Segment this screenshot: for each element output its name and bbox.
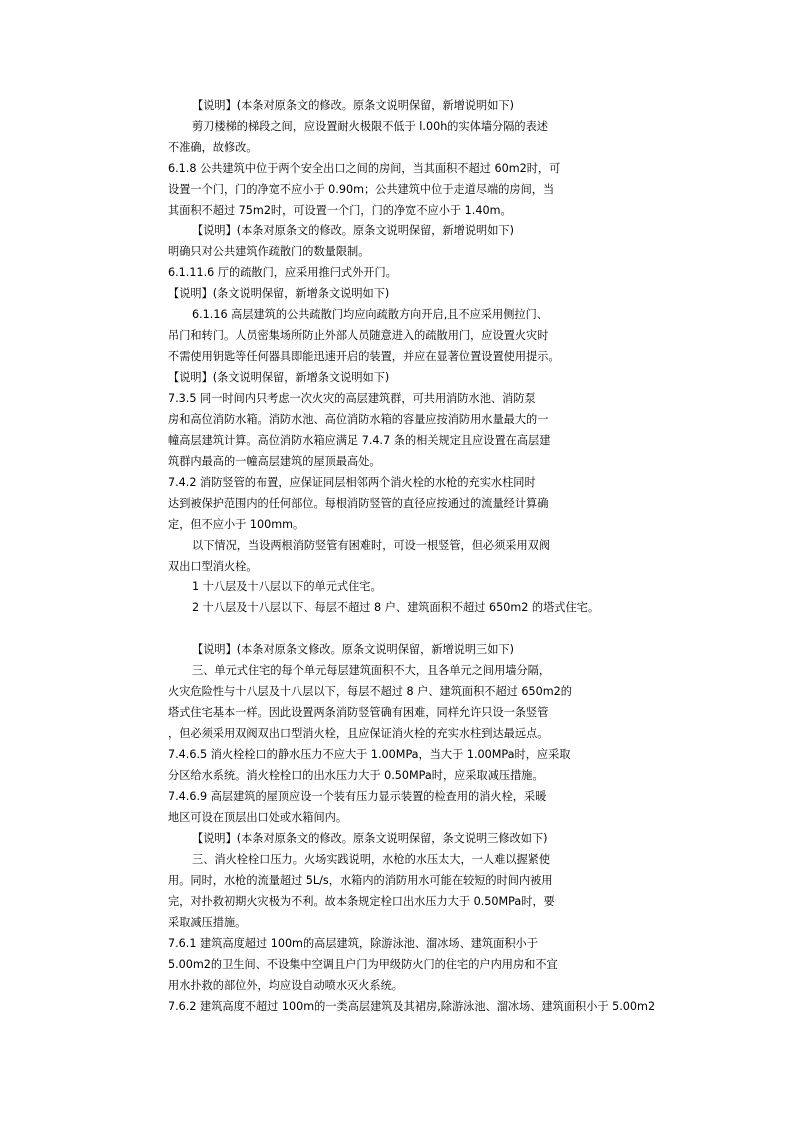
text-line: 以下情况，当设两根消防竖管有困难时，可设一根竖管，但必须采用双阀 — [192, 539, 551, 552]
note-heading: 【说明】(本条对原条文的修改。原条文说明保留，条文说明三修改如下) — [192, 832, 548, 845]
note-heading: 【说明】(本条对原条文的修改。原条文说明保留，新增说明如下) — [192, 224, 514, 237]
text-line: 达到被保护范围内的任何部位。每根消防竖管的直径应按通过的流量经计算确 — [168, 497, 549, 510]
note-heading: 【说明】(条文说明保留，新增条文说明如下) — [168, 371, 390, 384]
text-line: ，但必须采用双阀双出口型消火栓，且应保证消火栓的充实水柱到达最远点。 — [168, 727, 549, 740]
text-line: 剪刀楼梯的梯段之间，应设置耐火极限不低于 l.00h的实体墙分隔的表述 — [192, 120, 548, 133]
text-line: 幢高层建筑计算。高位消防水箱应满足 7.4.7 条的相关规定且应设置在高层建 — [168, 434, 551, 447]
list-item: 2 十八层及十八层以下、每层不超过 8 户、建筑面积不超过 650m2 的塔式住宅。 — [192, 601, 600, 614]
text-line: 房和高位消防水箱。消防水池、高位消防水箱的容量应按消防用水量最大的一 — [168, 413, 549, 426]
clause-line: 6.1.8 公共建筑中位于两个安全出口之间的房间，当其面积不超过 60m2时，可 — [168, 162, 561, 175]
clause-line: 7.6.1 建筑高度超过 100m的高层建筑，除游泳池、溜冰场、建筑面积小于 — [168, 937, 538, 950]
text-line: 分区给水系统。消火栓栓口的出水压力大于 0.50MPa时，应采取减压措施。 — [168, 769, 544, 782]
text-line: 其面积不超过 75m2时，可设置一个门，门的净宽不应小于 1.40m。 — [168, 204, 512, 217]
text-line: 火灾危险性与十八层及十八层以下，每层不超过 8 户、建筑面积不超过 650m2的 — [168, 685, 572, 698]
clause-line: 7.6.2 建筑高度不超过 100m的一类高层建筑及其裙房,除游泳池、溜冰场、建筑面积小于 5.00m2 — [168, 1000, 656, 1013]
clause-line: 6.1.16 高层建筑的公共疏散门均应向疏散方向开启,且不应采用侧拉门、 — [192, 308, 548, 321]
note-heading: 【说明】(本条对原条文修改。原条文说明保留，新增说明三如下) — [192, 643, 514, 656]
text-line: 不准确，故修改。 — [168, 141, 258, 154]
text-line: 采取减压措施。 — [168, 916, 247, 929]
clause-line: 7.3.5 同一时间内只考虑一次火灾的高层建筑群，可共用消防水池、消防泵 — [168, 392, 536, 405]
text-line: 设置一个门，门的净宽不应小于 0.90m；公共建筑中位于走道尽端的房间，当 — [168, 183, 555, 196]
list-item: 1 十八层及十八层以下的单元式住宅。 — [192, 580, 382, 593]
note-heading: 【说明】(条文说明保留，新增条文说明如下) — [168, 287, 390, 300]
clause-line: 7.4.2 消防竖管的布置，应保证同层相邻两个消火栓的水枪的充实水柱同时 — [168, 476, 536, 489]
text-line: 不需使用钥匙等任何器具即能迅速开启的装置，并应在显著位置设置使用提示。 — [168, 350, 560, 363]
text-line: 地区可设在顶层出口处或水箱间内。 — [168, 811, 348, 824]
text-line: 5.00m2的卫生间、不设集中空调且户门为甲级防火门的住宅的户内用房和不宜 — [168, 958, 558, 971]
text-line: 双出口型消火栓。 — [168, 560, 258, 573]
text-line: 筑群内最高的一幢高层建筑的屋顶最高处。 — [168, 455, 381, 468]
text-line: 三、单元式住宅的每个单元每层建筑面积不大，且各单元之间用墙分隔， — [192, 664, 551, 677]
text-line: 完，对扑救初期火灾极为不利。故本条规定栓口出水压力大于 0.50MPa时，要 — [168, 895, 555, 908]
text-line: 定，但不应小于 100mm。 — [168, 518, 305, 531]
clause-line: 7.4.6.5 消火栓栓口的静水压力不应大于 1.00MPa，当大于 1.00MPa时，应采取 — [168, 748, 571, 761]
text-line: 吊门和转门。人员密集场所防止外部人员随意进入的疏散用门，应设置火灾时 — [168, 329, 549, 342]
text-line: 三、消火栓栓口压力。火场实践说明，水枪的水压太大，一人难以握紧使 — [192, 853, 551, 866]
clause-line: 6.1.11.6 厅的疏散门，应采用推闩式外开门。 — [168, 266, 397, 279]
text-line: 用水扑救的部位外，均应设自动喷水灭火系统。 — [168, 979, 403, 992]
text-line: 用。同时，水枪的流量超过 5L/s，水箱内的消防用水可能在较短的时间内被用 — [168, 874, 553, 887]
text-line: 塔式住宅基本一样。因此设置两条消防竖管确有困难，同样允许只设一条竖管 — [168, 706, 549, 719]
clause-line: 7.4.6.9 高层建筑的屋顶应设一个装有压力显示装置的检查用的消火栓，采暖 — [168, 790, 547, 803]
text-line: 明确只对公共建筑作疏散门的数量限制。 — [168, 245, 370, 258]
note-heading: 【说明】(本条对原条文的修改。原条文说明保留，新增说明如下) — [192, 99, 514, 112]
